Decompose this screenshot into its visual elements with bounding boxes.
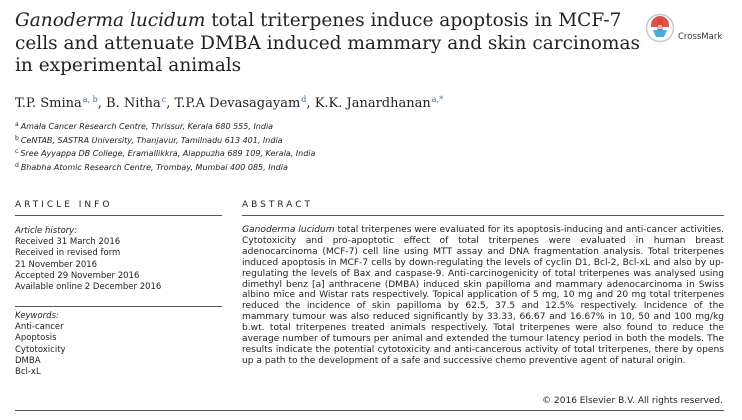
divider (242, 215, 724, 216)
abstract-text: total triterpenes were evaluated for its apoptosis-inducing and anti-cancer activities. Cytotoxicity and pro-apoptotic effect of total triterpenes were evaluated in human breast adenocarcinoma (MCF-7) cell line using MTT assay and DNA fragmentation analysis. Total triterpenes induced apoptosis in MCF-7 cells by down-regulating the levels of cyclin D1, Bcl-2, Bcl-xL and also by up-regulating the levels of Bax and caspase-9. Anti-carcinogenicity of total triterpenes was analysed using dimethyl benz [a] anthracene (DMBA) induced skin papilloma and mammary adenocarcinoma in Swiss albino mice and Wistar rats respectively. Topical application of 5 mg, 10 mg and 20 mg total triterpenes reduced the incidence of skin papilloma by 62.5, 37.5 and 12.5% respectively. Incidence of the mammary tumour was also reduced significantly by 33.33, 66.67 and 16.67% in 10, 50 and 100 mg/kg b.wt. total triterpenes treated animals respectively. Total triterpenes were also found to reduce the average number of tumours per animal and extended the tumour latency period in both the models. The results indicate the potential cytotoxicity and anti-cancerous activity of total triterpenes, there by opens up a path to the development of a safe and successive chemo preventive agent of natural origin. (242, 225, 724, 366)
author-affil-ref[interactable]: a,* (431, 95, 444, 104)
affiliations (15, 119, 315, 173)
crossmark-icon (645, 13, 675, 43)
author-name[interactable]: T.P.A Devasagayam (174, 96, 301, 111)
keyword-item[interactable]: Bcl-xL (15, 367, 41, 378)
divider (15, 215, 222, 216)
crossmark-badge[interactable] (645, 13, 735, 47)
author-name[interactable]: B. Nitha (106, 96, 161, 111)
article-history (15, 226, 161, 293)
author-affil-ref[interactable]: a, b (82, 95, 98, 104)
affiliation-text: Sree Ayyappa DB College, Eramallikkra, Alappuzha 689 109, Kerala, India (20, 149, 316, 159)
history-item: Available online 2 December 2016 (15, 282, 162, 293)
author-name[interactable]: T.P. Smina (15, 96, 82, 111)
author-separator: , (166, 96, 175, 111)
history-label: Article history: (15, 226, 78, 236)
keyword-item[interactable]: Cytotoxicity (15, 344, 66, 355)
affiliation-item (15, 133, 315, 147)
author-affil-ref[interactable]: d (301, 95, 307, 104)
affiliation-key: d (15, 161, 19, 169)
divider (15, 306, 222, 307)
keywords (15, 311, 66, 378)
affiliation-key: a (15, 121, 19, 128)
article-title (15, 10, 640, 78)
affiliation-key: b (15, 134, 19, 142)
keyword-item[interactable]: Anti-cancer (15, 322, 64, 333)
crossmark-label: CrossMark (678, 32, 723, 42)
abstract-heading: ABSTRACT (242, 200, 314, 210)
history-item: Received 31 March 2016 (15, 237, 121, 248)
divider (15, 410, 724, 411)
abstract-species-name: Ganoderma lucidum (242, 225, 335, 235)
article-info-heading: ARTICLE INFO (15, 200, 113, 210)
history-item: Accepted 29 November 2016 (15, 270, 140, 281)
history-item: 21 November 2016 (15, 259, 98, 270)
author-separator: , (97, 96, 107, 111)
keyword-item[interactable]: DMBA (15, 355, 41, 366)
affiliation-key: c (15, 148, 19, 156)
author-list (15, 95, 443, 111)
copyright-notice: © 2016 Elsevier B.V. All rights reserved. (542, 396, 723, 406)
affiliation-text: Bhabha Atomic Research Centre, Trombay, Mumbai 400 085, India (20, 162, 288, 172)
keyword-item[interactable]: Apoptosis (15, 333, 57, 344)
affiliation-text: Amala Cancer Research Centre, Thrissur, Kerala 680 555, India (20, 122, 274, 131)
history-item: Received in revised form (15, 248, 121, 259)
keywords-label: Keywords: (15, 311, 59, 321)
affiliation-item (15, 119, 315, 133)
affiliation-item (15, 146, 315, 160)
affiliation-text: CeNTAB, SASTRA University, Thanjavur, Tamilnadu 613 401, India (20, 135, 283, 145)
abstract-body (242, 225, 724, 367)
title-species-name: Ganoderma lucidum (15, 10, 206, 31)
author-separator: , (306, 96, 315, 111)
title-rest: total triterpenes induce apoptosis in MCF-7 cells and attenuate DMBA induced mammary and skin carcinomas in experimental animals (15, 10, 640, 76)
author-affil-ref[interactable]: c (161, 95, 167, 104)
affiliation-item (15, 160, 315, 174)
author-name[interactable]: K.K. Janardhanan (314, 96, 431, 111)
